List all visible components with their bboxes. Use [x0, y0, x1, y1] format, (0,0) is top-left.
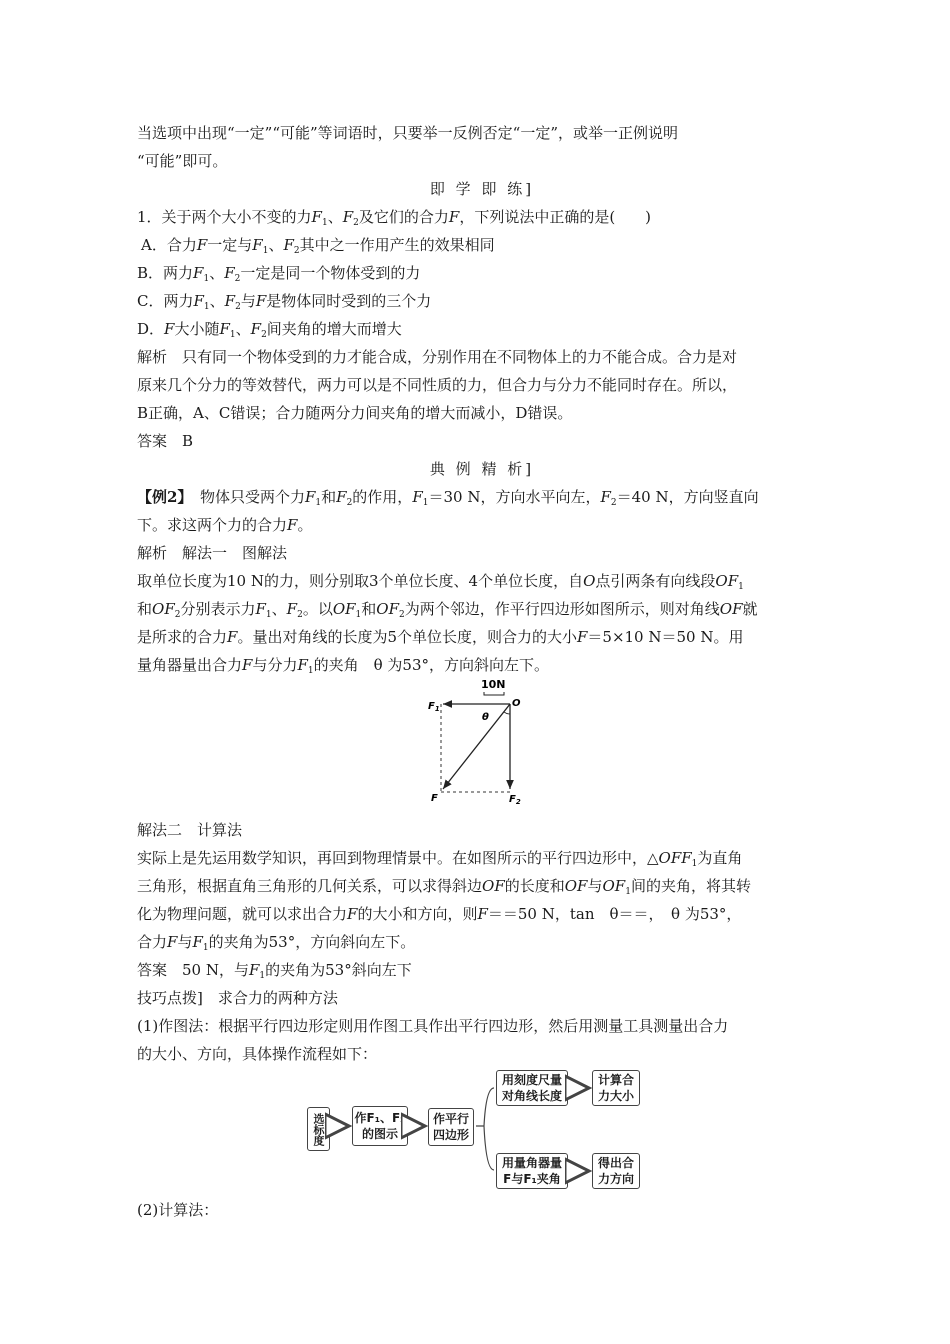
scale-label: 10N [481, 678, 506, 691]
branch-bottom [484, 1126, 494, 1170]
method-2-line-3: 化为物理问题，就可以求出合力F的大小和方向，则F＝＝50 N，tan θ＝＝， θ 为53°， [137, 905, 742, 923]
force-diagram [425, 676, 525, 808]
method-1-line-4: 量角器量出合力F与分力$F_1$的夹角 θ 为53°，方向斜向左下。 [137, 656, 549, 676]
question-1: 1．关于两个大小不变的力$F_1$、$F_2$及它们的合力F，下列说法中正确的是( ) [137, 208, 652, 228]
tips-p2: (2)计算法： [137, 1201, 219, 1219]
scale-bar [484, 692, 504, 695]
method-1-line-1: 取单位长度为10 N的力，则分别取3个单位长度、4个单位长度，自O点引两条有向线段$OF_1$ [137, 572, 744, 592]
analysis-line-3: B正确，A、C错误；合力随两分力间夹角的增大而减小，D错误。 [137, 404, 573, 422]
analysis-line-2: 原来几个分力的等效替代，两力可以是不同性质的力，但合力与分力不能同时存在。所以， [137, 376, 738, 394]
label-f2: $F_2$ [509, 794, 521, 806]
method-1-title: 解析 解法一 图解法 [137, 544, 288, 562]
intro-line-1: 当选项中出现“一定”“可能”等词语时，只要举一反例否定“一定”，或举一正例说明 [137, 124, 679, 142]
label-o: O [512, 698, 521, 709]
option-b: B．两力$F_1$、$F_2$一定是同一个物体受到的力 [137, 264, 421, 284]
method-2-title: 解法二 计算法 [137, 821, 243, 839]
tips-p1-line-1: (1)作图法：根据平行四边形定则用作图工具作出平行四边形，然后用测量工具测量出合力 [137, 1017, 729, 1035]
method-2-line-2: 三角形，根据直角三角形的几何关系，可以求得斜边OF的长度和OF与$OF_1$间的夹角，将其转 [137, 877, 751, 897]
flow-step-parallelogram: 作平行 四边形 [428, 1108, 474, 1146]
option-a: A．合力F一定与$F_1$、$F_2$其中之一作用产生的效果相同 [141, 236, 495, 256]
method-2-line-4: 合力F与$F_1$的夹角为53°，方向斜向左下。 [137, 933, 416, 953]
flow-step-measure-length: 用刻度尺量 对角线长度 [496, 1070, 568, 1106]
example-heading: 典 例 精 析] [429, 460, 535, 478]
example-statement-1: 【例2】 物体只受两个力$F_1$和$F_2$的作用，$F_1=30$ N，方向水平向左，$F_2=40$ N，方向竖直向 [137, 488, 759, 508]
flow-step-scale: 选标度 [307, 1107, 330, 1151]
answer-2: 答案 50 N，与$F_1$的夹角为53°斜向左下 [137, 961, 412, 981]
analysis-line-1: 解析 只有同一个物体受到的力才能合成，分别作用在不同物体上的力不能合成。合力是对 [137, 348, 738, 366]
label-theta: θ [482, 712, 489, 723]
label-f1: $F_1$ [428, 701, 440, 713]
branch-top [476, 1088, 494, 1126]
tips-p1-line-2: 的大小、方向，具体操作流程如下： [137, 1045, 378, 1063]
flow-step-measure-angle: 用量角器量 F与F₁夹角 [496, 1153, 568, 1189]
flowchart-connectors [300, 1060, 650, 1200]
tips-title: 技巧点拨] 求合力的两种方法 [137, 989, 338, 1007]
answer-1: 答案 B [137, 432, 194, 450]
label-f: F [431, 793, 438, 804]
option-c: C．两力$F_1$、$F_2$与F是物体同时受到的三个力 [137, 292, 432, 312]
method-2-line-1: 实际上是先运用数学知识，再回到物理情景中。在如图所示的平行四边形中，$\triangle OFF_1$为直角 [137, 849, 743, 869]
vector-resultant [443, 704, 510, 789]
flow-step-get-direction: 得出合 力方向 [592, 1153, 640, 1189]
practice-heading: 即 学 即 练] [429, 180, 535, 198]
intro-line-2: “可能”即可。 [137, 152, 228, 170]
method-1-line-2: 和$OF_2$分别表示力$F_1$、$F_2$。以$OF_1$和$OF_2$为两个邻边，作平行四边形如图所示，则对角线OF就 [137, 600, 758, 620]
flow-step-compute-magnitude: 计算合 力大小 [592, 1070, 640, 1106]
option-d: D．F大小随$F_1$、$F_2$间夹角的增大而增大 [137, 320, 402, 340]
flow-step-draw-forces: 作F₁、F₂ 的图示 [352, 1106, 408, 1146]
method-1-line-3: 是所求的合力F。量出对角线的长度为5个单位长度，则合力的大小F＝5×10 N＝50 N。用 [137, 628, 744, 646]
example-statement-2: 下。求这两个力的合力F。 [137, 516, 313, 534]
angle-arc [504, 712, 510, 714]
